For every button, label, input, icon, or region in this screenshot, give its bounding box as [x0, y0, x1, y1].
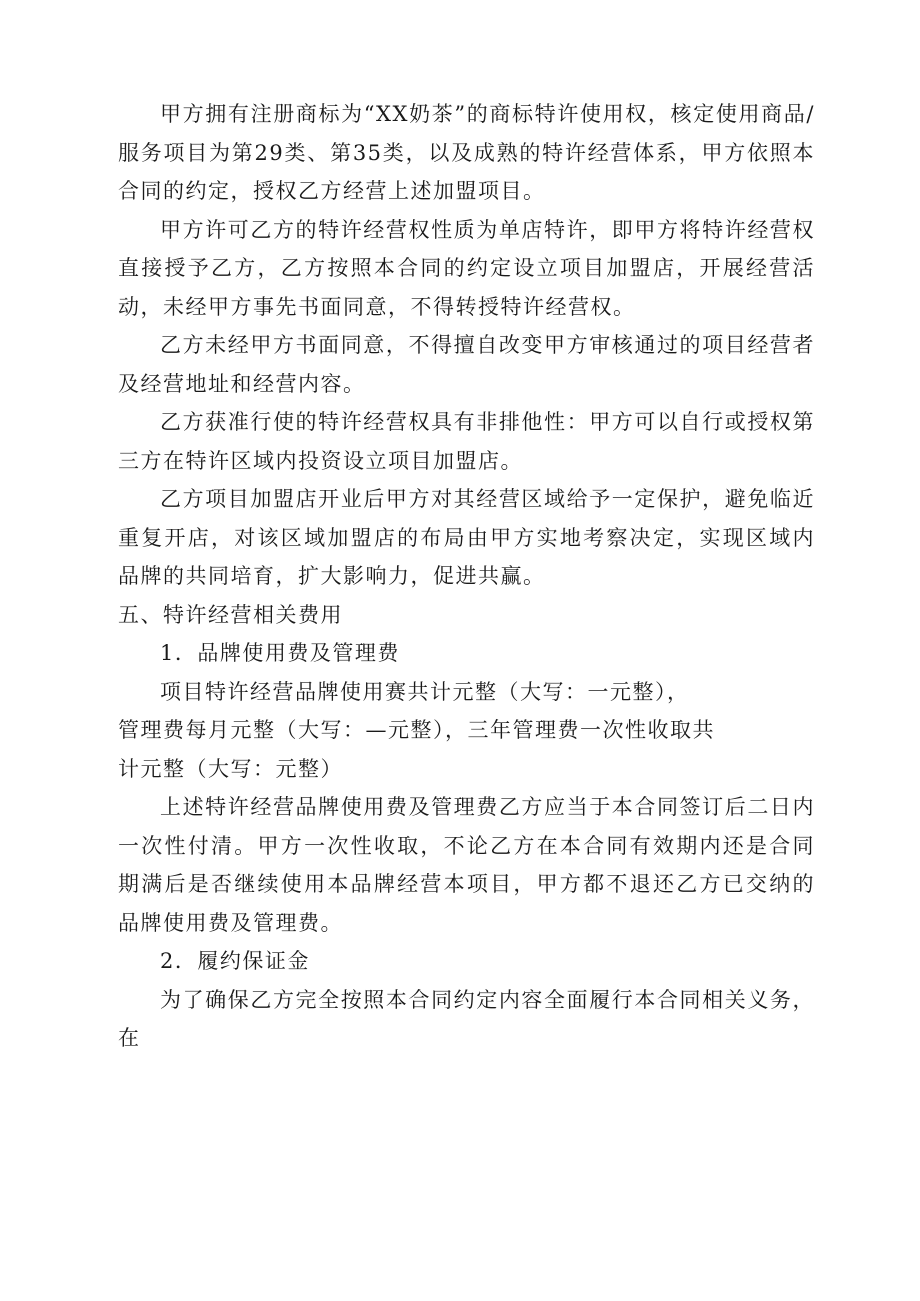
fee-line-brand-usage: 项目特许经营品牌使用赛共计元整（大写：一元整），	[160, 679, 690, 704]
paragraph-fee-payment: 上述特许经营品牌使用费及管理费乙方应当于本合同签订后二日内一次性付清。甲方一次性收取，不论乙方在本合同有效期内还是合同期满后是否继续使用本品牌经营本项目，甲方都不退还乙方已交纳的品牌使用费及管理费。	[118, 795, 815, 935]
fee-line-management: 管理费每月元整（大写：—元整），三年管理费一次性收取共	[118, 718, 715, 742]
paragraph-no-change-without-consent: 乙方未经甲方书面同意，不得擅自改变甲方审核通过的项目经营者及经营地址和经营内容。	[118, 333, 815, 396]
document-page	[118, 95, 815, 1058]
item-1-title: 1．品牌使用费及管理费	[160, 641, 400, 665]
paragraph-area-protection: 乙方项目加盟店开业后甲方对其经营区域给予一定保护，避免临近重复开店，对该区域加盟店的布局由甲方实地考察决定，实现区域内品牌的共同培育，扩大影响力，促进共赢。	[118, 487, 815, 588]
fee-line-total: 计元整（大写：元整）	[118, 756, 343, 781]
paragraph-non-exclusive-right: 乙方获准行使的特许经营权具有非排他性：甲方可以自行或授权第三方在特许区域内投资设立项目加盟店。	[118, 410, 815, 473]
paragraph-trademark-license: 甲方拥有注册商标为“XX奶茶”的商标特许使用权，核定使用商品/服务项目为第29类、第35类，以及成熟的特许经营体系，甲方依照本合同的约定，授权乙方经营上述加盟项目。	[118, 102, 815, 203]
paragraph-performance-deposit: 为了确保乙方完全按照本合同约定内容全面履行本合同相关义务，在	[118, 987, 815, 1050]
item-2-title: 2．履约保证金	[160, 949, 310, 973]
paragraph-single-store-franchise: 甲方许可乙方的特许经营权性质为单店特许，即甲方将特许经营权直接授予乙方，乙方按照本合同的约定设立项目加盟店，开展经营活动，未经甲方事先书面同意，不得转授特许经营权。	[118, 217, 815, 319]
section-five-title: 五、特许经营相关费用	[118, 602, 343, 627]
